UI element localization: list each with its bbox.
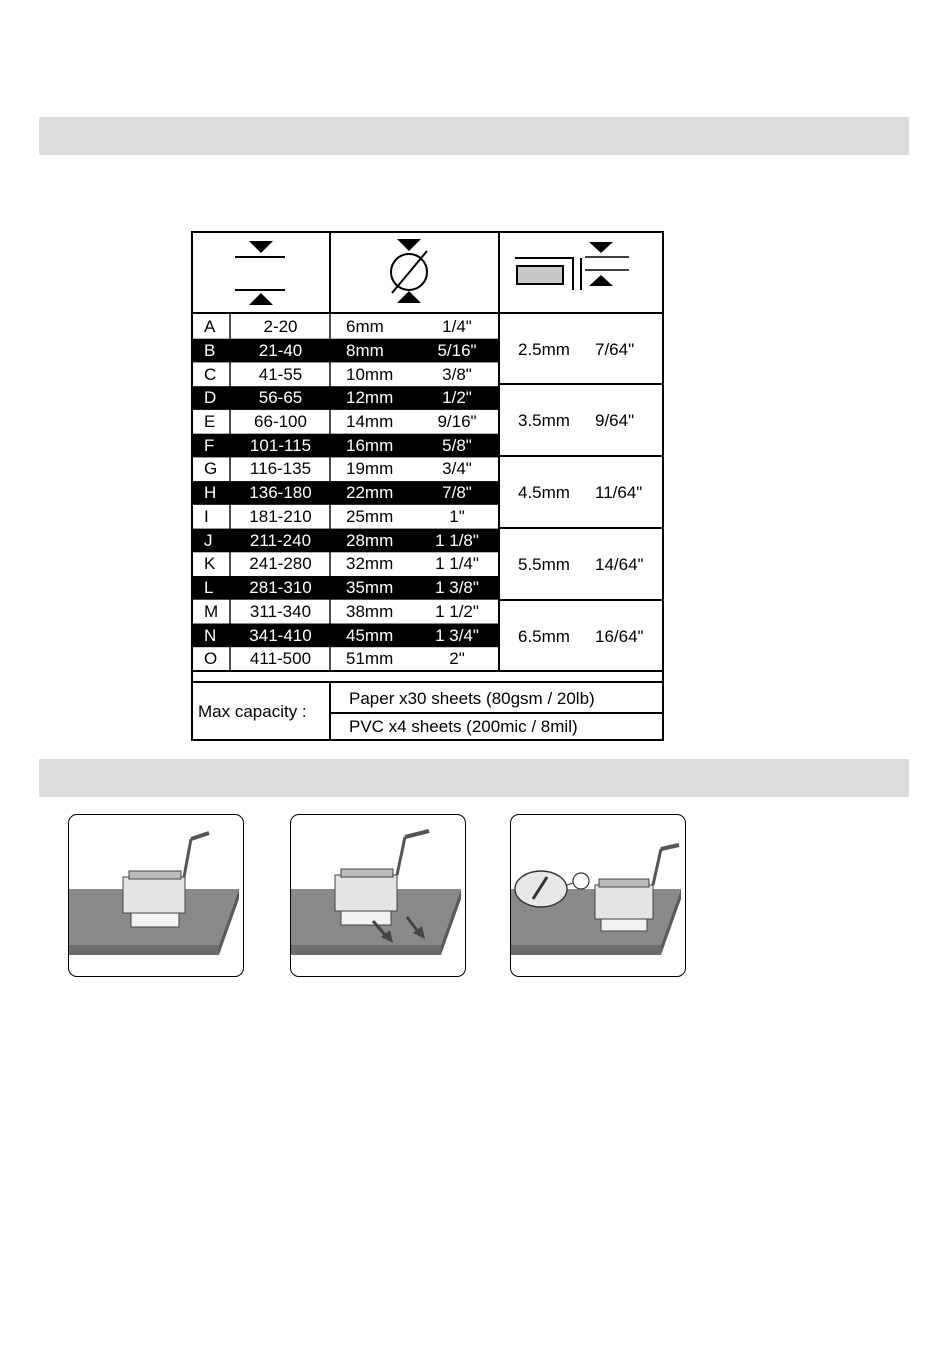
sheet-thickness-icon xyxy=(235,241,285,305)
row-comb-mm: 35mm xyxy=(346,578,394,597)
row-comb-mm: 32mm xyxy=(346,554,394,574)
row-comb-inch: 1 1/2" xyxy=(435,601,479,621)
punch-depth-inch: 14/64" xyxy=(595,555,644,574)
row-letter: N xyxy=(204,625,217,645)
row-comb-mm: 14mm xyxy=(346,411,394,431)
comb-diameter-icon xyxy=(391,239,427,303)
illustration-tray-pull xyxy=(290,814,466,977)
row-letter: A xyxy=(204,317,216,336)
row-sheet-range: 41-55 xyxy=(258,364,303,384)
row-comb-inch: 1 3/4" xyxy=(435,625,479,645)
row-comb-inch: 1" xyxy=(449,506,465,526)
row-sheet-range: 66-100 xyxy=(254,411,307,431)
row-letter: E xyxy=(204,411,216,431)
row-comb-mm: 19mm xyxy=(346,459,394,479)
binding-spec-table xyxy=(191,231,664,741)
row-comb-mm: 51mm xyxy=(346,649,394,669)
row-comb-mm: 25mm xyxy=(346,506,394,526)
row-comb-inch: 9/16" xyxy=(437,411,477,431)
margin-depth-icon xyxy=(515,242,629,290)
row-comb-inch: 5/8" xyxy=(442,435,472,455)
row-letter: G xyxy=(204,459,218,479)
row-letter: K xyxy=(204,554,216,574)
section-header-band-2 xyxy=(39,759,909,797)
row-sheet-range: 116-135 xyxy=(249,459,312,479)
row-letter: I xyxy=(204,506,209,526)
row-letter: D xyxy=(204,388,217,408)
row-sheet-range: 181-210 xyxy=(249,506,312,526)
paper-capacity: Paper x30 sheets (80gsm / 20lb) xyxy=(349,689,595,708)
max-capacity-label: Max capacity : xyxy=(198,702,307,721)
row-comb-inch: 1/4" xyxy=(442,317,472,336)
row-comb-mm: 38mm xyxy=(346,601,394,621)
punch-depth-inch: 11/64" xyxy=(595,483,643,502)
row-letter: F xyxy=(204,435,215,455)
row-comb-inch: 1 3/8" xyxy=(435,578,479,597)
row-comb-mm: 8mm xyxy=(346,340,384,360)
punch-depth-mm: 2.5mm xyxy=(518,340,570,359)
row-comb-inch: 5/16" xyxy=(437,340,477,360)
pvc-capacity: PVC x4 sheets (200mic / 8mil) xyxy=(349,717,578,736)
row-sheet-range: 136-180 xyxy=(249,483,312,503)
illustration-machine-on-table xyxy=(68,814,244,977)
row-comb-inch: 3/8" xyxy=(442,364,472,384)
punch-depth-inch: 7/64" xyxy=(595,340,635,359)
row-letter: H xyxy=(204,483,217,503)
row-letter: L xyxy=(204,578,214,597)
row-sheet-range: 21-40 xyxy=(258,340,303,360)
illustration-detail-zoom xyxy=(510,814,686,977)
row-comb-inch: 7/8" xyxy=(442,483,472,503)
row-sheet-range: 341-410 xyxy=(249,625,312,645)
punch-depth-mm: 6.5mm xyxy=(518,627,570,646)
row-sheet-range: 101-115 xyxy=(249,435,312,455)
row-comb-mm: 22mm xyxy=(346,483,394,503)
row-comb-mm: 16mm xyxy=(346,435,394,455)
punch-depth-mm: 3.5mm xyxy=(518,411,570,430)
row-letter: M xyxy=(204,601,219,621)
punch-depth-mm: 4.5mm xyxy=(518,483,570,502)
row-letter: J xyxy=(204,530,213,550)
row-sheet-range: 56-65 xyxy=(258,388,303,408)
row-sheet-range: 2-20 xyxy=(263,317,298,336)
row-comb-inch: 2" xyxy=(449,649,465,669)
punch-depth-inch: 16/64" xyxy=(595,627,644,646)
punch-depth-inch: 9/64" xyxy=(595,411,635,430)
row-sheet-range: 411-500 xyxy=(249,649,312,669)
row-comb-mm: 45mm xyxy=(346,625,394,645)
row-sheet-range: 241-280 xyxy=(249,554,312,574)
row-comb-mm: 28mm xyxy=(346,530,394,550)
row-comb-mm: 10mm xyxy=(346,364,394,384)
row-sheet-range: 311-340 xyxy=(249,601,312,621)
row-comb-inch: 1/2" xyxy=(442,388,472,408)
row-letter: O xyxy=(204,649,218,669)
row-comb-mm: 6mm xyxy=(346,317,384,336)
row-comb-inch: 3/4" xyxy=(442,459,472,479)
row-comb-inch: 1 1/4" xyxy=(435,554,479,574)
row-comb-inch: 1 1/8" xyxy=(435,530,479,550)
row-letter: C xyxy=(204,364,217,384)
row-sheet-range: 211-240 xyxy=(249,530,312,550)
punch-depth-mm: 5.5mm xyxy=(518,555,570,574)
row-comb-mm: 12mm xyxy=(346,388,394,408)
section-header-band xyxy=(39,117,909,155)
row-letter: B xyxy=(204,340,216,360)
row-sheet-range: 281-310 xyxy=(249,578,312,597)
